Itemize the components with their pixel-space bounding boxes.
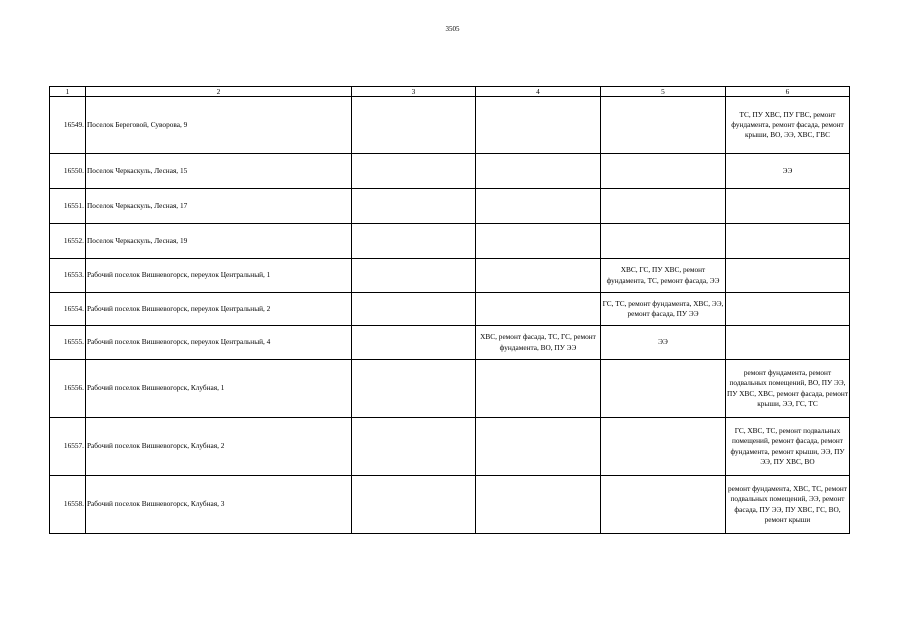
address-cell: Рабочий поселок Вишневогорск, переулок Центральный, 1	[86, 259, 352, 293]
column-header: 1	[50, 87, 86, 97]
address-cell: Поселок Береговой, Суворова, 9	[86, 97, 352, 154]
page-number: 3505	[445, 25, 460, 33]
column-4-cell	[476, 189, 601, 224]
row-number: 16555.	[50, 326, 86, 360]
column-4-cell	[476, 154, 601, 189]
column-5-cell	[601, 476, 726, 534]
row-number: 16551.	[50, 189, 86, 224]
column-3-cell	[352, 97, 476, 154]
column-5-cell	[601, 97, 726, 154]
column-3-cell	[352, 476, 476, 534]
table-row	[50, 97, 850, 154]
column-3-cell	[352, 189, 476, 224]
table-row	[50, 476, 850, 534]
column-5-cell: ХВС, ГС, ПУ ХВС, ремонт фундамента, ТС, ремонт фасада, ЭЭ	[601, 259, 726, 293]
column-4-cell	[476, 224, 601, 259]
column-5-cell	[601, 154, 726, 189]
row-number: 16552.	[50, 224, 86, 259]
address-cell: Рабочий поселок Вишневогорск, Клубная, 3	[86, 476, 352, 534]
row-number: 16556.	[50, 360, 86, 418]
column-header: 3	[352, 87, 476, 97]
table-row	[50, 326, 850, 360]
column-6-cell	[726, 189, 850, 224]
address-cell: Рабочий поселок Вишневогорск, Клубная, 1	[86, 360, 352, 418]
column-3-cell	[352, 360, 476, 418]
column-5-cell	[601, 418, 726, 476]
column-4-cell: ХВС, ремонт фасада, ТС, ГС, ремонт фундамента, ВО, ПУ ЭЭ	[476, 326, 601, 360]
column-6-cell	[726, 293, 850, 326]
column-4-cell	[476, 418, 601, 476]
table-row	[50, 293, 850, 326]
column-3-cell	[352, 418, 476, 476]
housing-works-table	[49, 86, 850, 534]
address-cell: Рабочий поселок Вишневогорск, переулок Центральный, 4	[86, 326, 352, 360]
table-row	[50, 154, 850, 189]
table-row	[50, 189, 850, 224]
column-3-cell	[352, 154, 476, 189]
column-number-row	[50, 87, 850, 97]
column-header: 6	[726, 87, 850, 97]
row-number: 16553.	[50, 259, 86, 293]
column-header: 4	[476, 87, 601, 97]
row-number: 16554.	[50, 293, 86, 326]
column-6-cell	[726, 224, 850, 259]
address-cell: Рабочий поселок Вишневогорск, переулок Центральный, 2	[86, 293, 352, 326]
row-number: 16550.	[50, 154, 86, 189]
table-row	[50, 224, 850, 259]
column-header: 2	[86, 87, 352, 97]
column-4-cell	[476, 259, 601, 293]
column-4-cell	[476, 97, 601, 154]
address-cell: Поселок Черкаскуль, Лесная, 15	[86, 154, 352, 189]
column-5-cell	[601, 189, 726, 224]
column-6-cell: ТС, ПУ ХВС, ПУ ГВС, ремонт фундамента, ремонт фасада, ремонт крыши, ВО, ЭЭ, ХВС, ГВС	[726, 97, 850, 154]
column-4-cell	[476, 360, 601, 418]
address-cell: Рабочий поселок Вишневогорск, Клубная, 2	[86, 418, 352, 476]
row-number: 16558.	[50, 476, 86, 534]
column-6-cell: ГС, ХВС, ТС, ремонт подвальных помещений, ремонт фасада, ремонт фундамента, ремонт крыши, ЭЭ, ПУ ЭЭ, ПУ ХВС, ВО	[726, 418, 850, 476]
column-6-cell	[726, 259, 850, 293]
row-number: 16549.	[50, 97, 86, 154]
column-3-cell	[352, 259, 476, 293]
column-5-cell	[601, 224, 726, 259]
column-3-cell	[352, 224, 476, 259]
row-number: 16557.	[50, 418, 86, 476]
column-3-cell	[352, 326, 476, 360]
column-4-cell	[476, 293, 601, 326]
column-6-cell: ЭЭ	[726, 154, 850, 189]
address-cell: Поселок Черкаскуль, Лесная, 19	[86, 224, 352, 259]
column-6-cell	[726, 326, 850, 360]
table-row	[50, 418, 850, 476]
table-row	[50, 259, 850, 293]
column-5-cell	[601, 360, 726, 418]
address-cell: Поселок Черкаскуль, Лесная, 17	[86, 189, 352, 224]
column-header: 5	[601, 87, 726, 97]
column-3-cell	[352, 293, 476, 326]
column-6-cell: ремонт фундамента, ремонт подвальных помещений, ВО, ПУ ЭЭ, ПУ ХВС, ХВС, ремонт фасада, ремонт крыши, ЭЭ, ГС, ТС	[726, 360, 850, 418]
column-6-cell: ремонт фундамента, ХВС, ТС, ремонт подвальных помещений, ЭЭ, ремонт фасада, ПУ ЭЭ, ПУ ХВС, ГС, ВО, ремонт крыши	[726, 476, 850, 534]
column-5-cell: ГС, ТС, ремонт фундамента, ХВС, ЭЭ, ремонт фасада, ПУ ЭЭ	[601, 293, 726, 326]
table-row	[50, 360, 850, 418]
column-4-cell	[476, 476, 601, 534]
column-5-cell: ЭЭ	[601, 326, 726, 360]
